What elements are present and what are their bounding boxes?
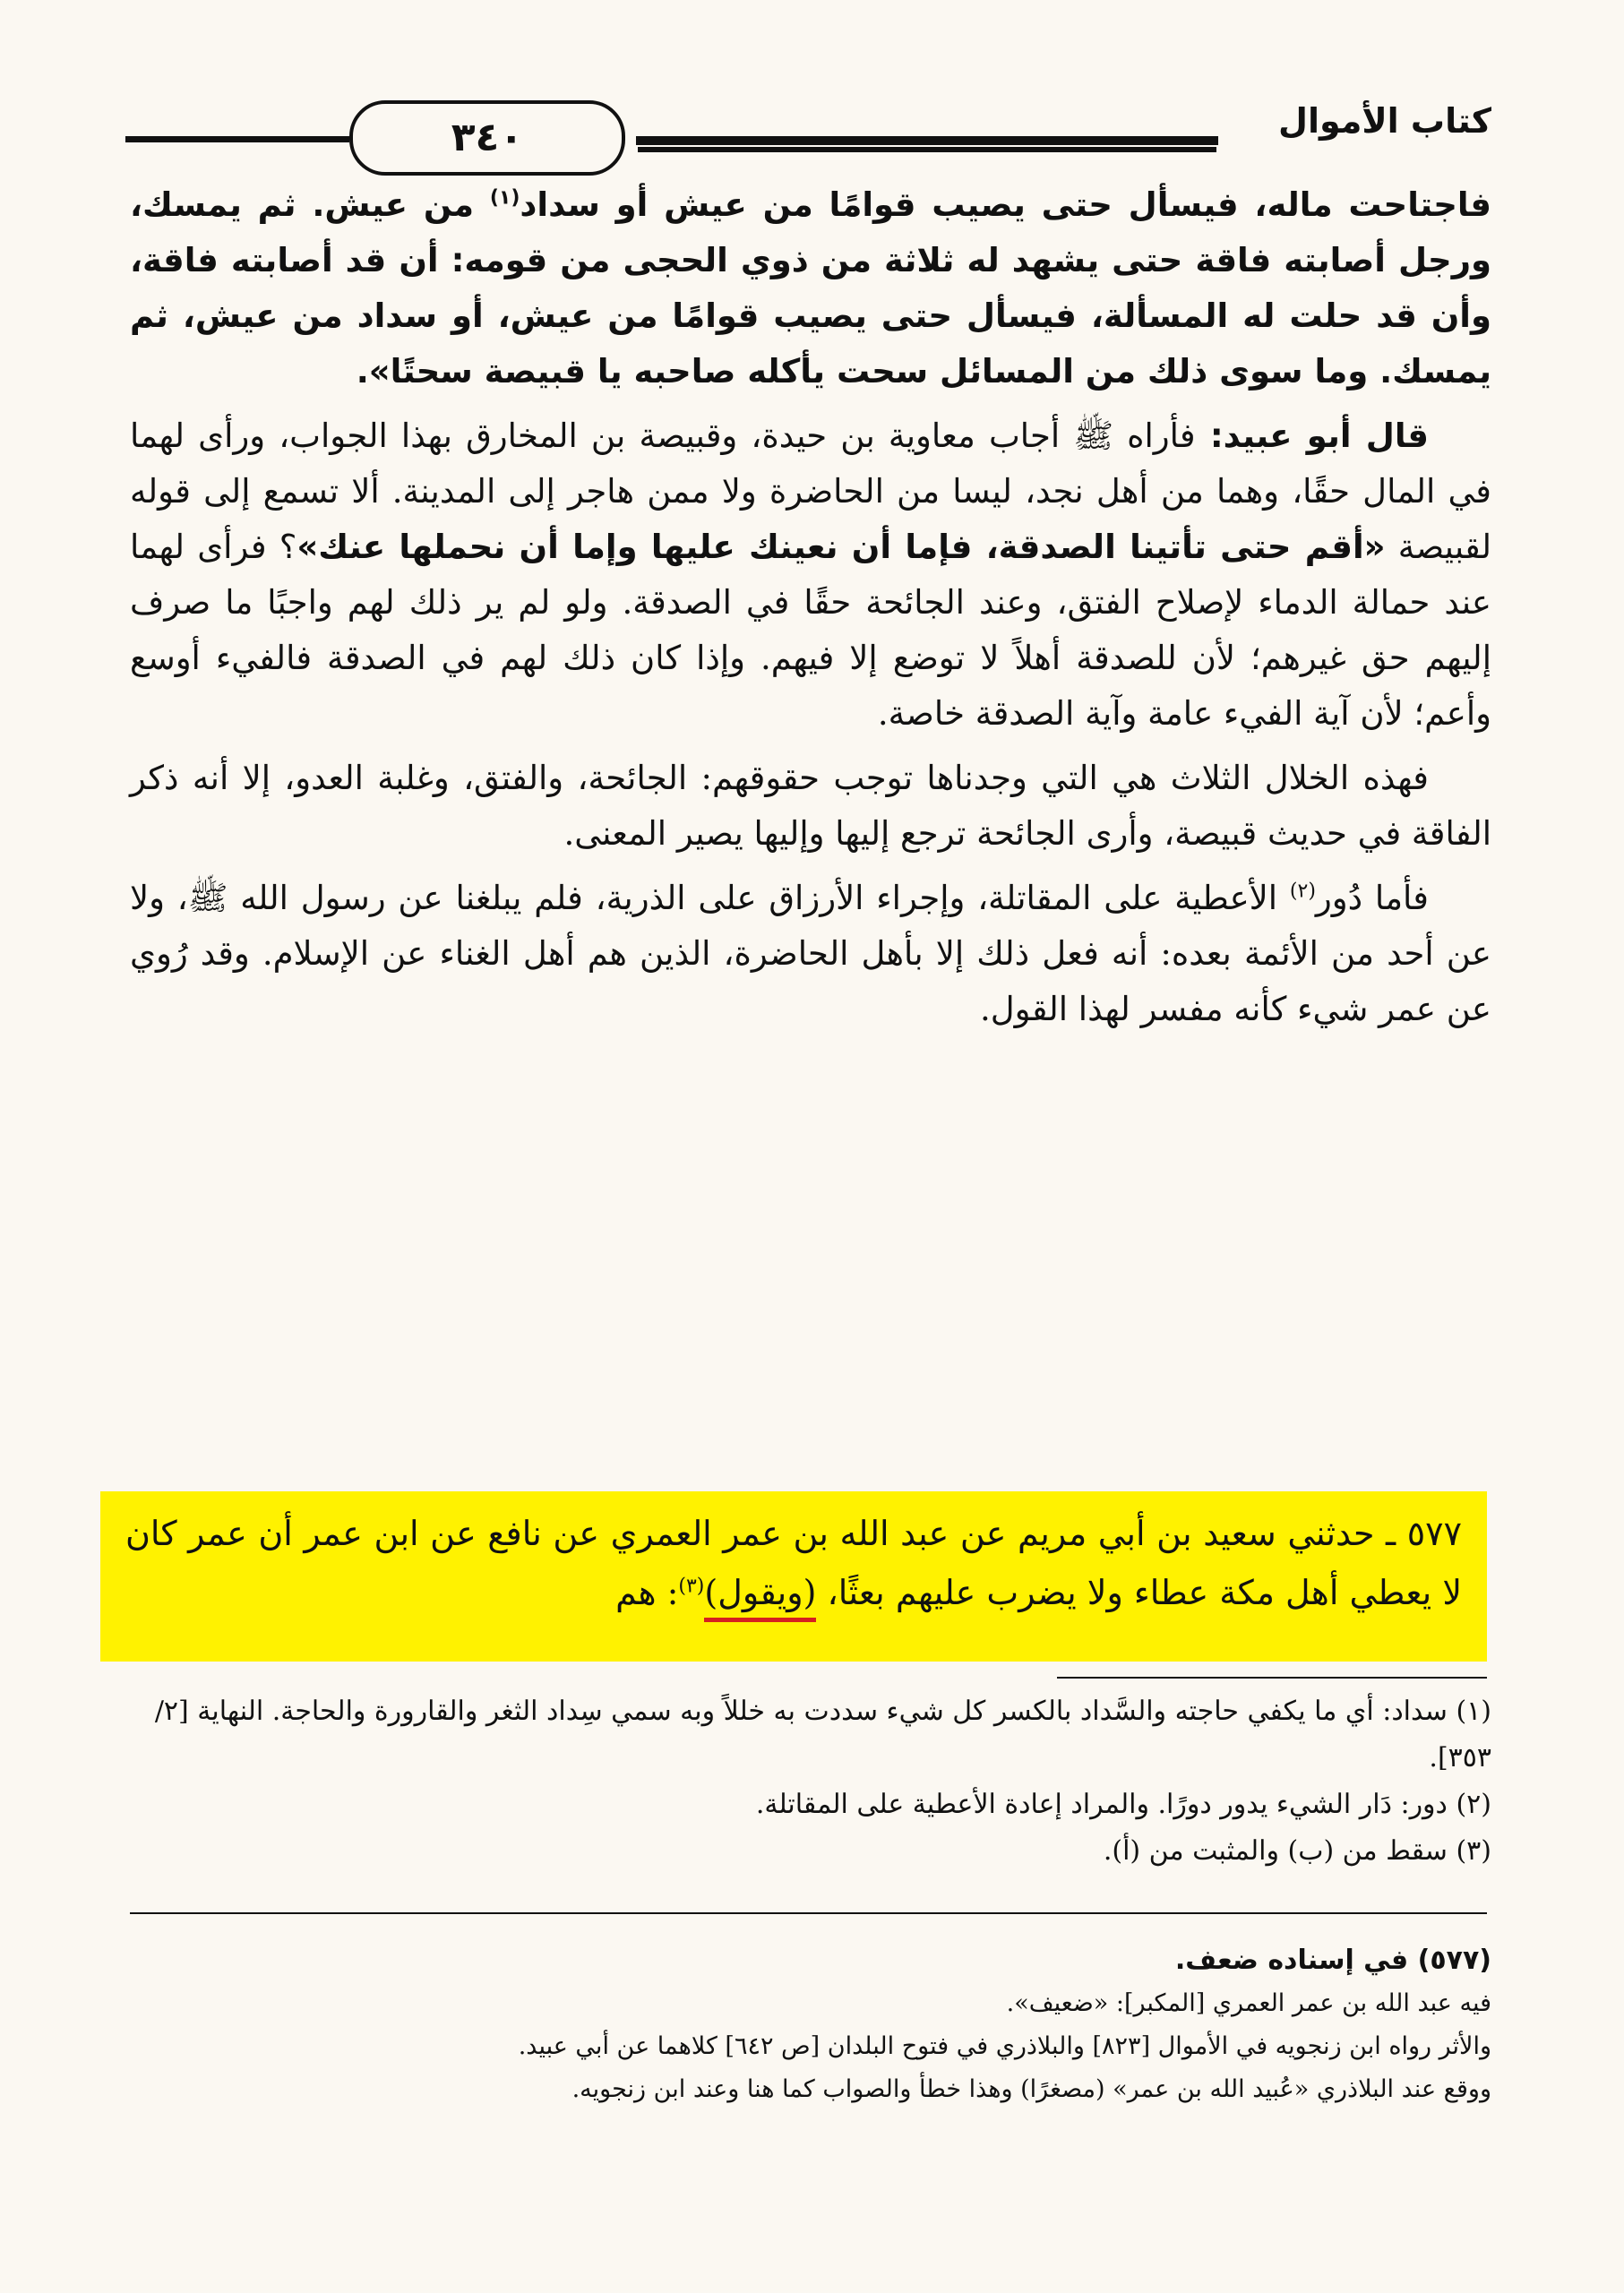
paragraph-2-text-b: ؟ فرأى لهما عند حمالة الدماء لإصلاح الفتق، وعند الجائحة حقًا في الصدقة. ولو لم ير ذلك لهم واجبًا ما صرف إليهم حق غيرهم؛ لأن للصدقة أهلاً لا توضع إلا فيهم. وإذا كان ذلك لهم في الصدقة فالفيء أوسع وأعم؛ لأن آية الفيء عامة وآية الصدقة خاصة. <box>130 528 1491 733</box>
paragraph-3: فهذه الخلال الثلاث هي التي وجدناها توجب حقوقهم: الجائحة، والفتق، وغلبة العدو، إلا أنه ذكر الفاقة في حديث قبيصة، وأرى الجائحة ترجع إليها وإليها يصير المعنى. <box>130 759 1491 853</box>
hadith-577-tail: : هم <box>615 1573 679 1612</box>
takhrij-separator <box>130 1912 1487 1914</box>
takhrij-notes <box>130 1939 1491 2111</box>
page-number: ٣٤٠ <box>349 100 625 176</box>
paragraph-1 <box>130 177 1491 399</box>
hadith-577-text: ٥٧٧ ـ حدثني سعيد بن أبي مريم عن عبد الله بن عمر العمري عن نافع عن ابن عمر أن عمر كان لا يعطي أهل مكة عطاء ولا يضرب عليهم بعثًا، <box>125 1514 1462 1612</box>
header-rule <box>636 136 1218 145</box>
paragraph-1-text: فاجتاحت ماله، فيسأل حتى يصيب قوامًا من عيش أو سداد <box>520 185 1492 224</box>
footnote-ref-2: (٢) <box>1289 880 1316 903</box>
paragraph-2 <box>130 408 1491 742</box>
footnote-3: (٣) سقط من (ب) والمثبت من (أ). <box>1103 1835 1491 1867</box>
page-header <box>125 93 1491 183</box>
footnote-separator <box>1057 1677 1487 1679</box>
book-title: كتاب الأموال <box>1278 101 1491 141</box>
paragraph-4-text-a: فأما دُور <box>1315 879 1429 917</box>
footnote-2: (٢) دور: دَار الشيء يدور دورًا. والمراد إعادة الأعطية على المقاتلة. <box>755 1789 1491 1820</box>
header-rule-left <box>125 136 349 142</box>
takhrij-line-2: والأثر رواه ابن زنجويه في الأموال [٨٢٣] والبلاذري في فتوح البلدان [ص ٦٤٢] كلاهما عن أبي عبيد. <box>518 2032 1491 2060</box>
paragraph-4-text-b: الأعطية على المقاتلة، وإجراء الأرزاق على الذرية، فلم يبلغنا عن رسول الله ﷺ، ولا عن أحد من الأئمة بعده: أنه فعل ذلك إلا بأهل الحاضرة، الذين هم أهل الغناء عن الإسلام. وقد رُوي عن عمر شيء كأنه مفسر لهذا القول. <box>130 879 1491 1028</box>
footnote-ref-1: (١) <box>489 186 520 210</box>
main-text <box>130 177 1491 1046</box>
takhrij-line-3: ووقع عند البلاذري «عُبيد الله بن عمر» (مصغرًا) وهذا خطأ والصواب كما هنا وعند ابن زنجويه. <box>571 2075 1491 2103</box>
footnotes <box>130 1688 1491 1875</box>
takhrij-heading: (٥٧٧) في إسناده ضعف. <box>1174 1945 1491 1976</box>
paragraph-2-text-a: فأراه ﷺ أجاب معاوية بن حيدة، وقبيصة بن المخارق بهذا الجواب، ورأى لهما في المال حقًا، وهما من أهل نجد، ليسا من الحاضرة ولا ممن هاجر إلى المدينة. ألا تسمع إلى قوله لقبيصة <box>130 417 1491 566</box>
hadith-quote: «أقم حتى تأتينا الصدقة، فإما أن نعينك عليها وإما أن نحملها عنك» <box>296 528 1386 566</box>
paragraph-1-rest: من عيش. ثم يمسك، ورجل أصابته فاقة حتى يشهد له ثلاثة من ذوي الحجى من قومه: أن قد أصابته فاقة، وأن قد حلت له المسألة، فيسأل حتى يصيب قوامًا من عيش، أو سداد من عيش، ثم يمسك. وما سوى ذلك من المسائل سحت يأكله صاحبه يا قبيصة سحتًا». <box>130 185 1491 391</box>
paragraph-4 <box>130 871 1491 1037</box>
abu-ubaid-lead: قال أبو عبيد: <box>1195 417 1429 455</box>
takhrij-line-1: فيه عبد الله بن عمر العمري [المكبر]: «ضعيف». <box>1006 1989 1491 2017</box>
highlighted-hadith <box>100 1491 1487 1662</box>
underlined-word: (ويقول) <box>704 1573 816 1622</box>
footnote-ref-3: (٣) <box>678 1575 705 1598</box>
footnote-1: (١) سداد: أي ما يكفي حاجته والسَّداد بالكسر كل شيء سددت به خللاً وبه سمي سِداد الثغر والقارورة والحاجة. النهاية [٢/ ٣٥٣]. <box>154 1696 1491 1773</box>
